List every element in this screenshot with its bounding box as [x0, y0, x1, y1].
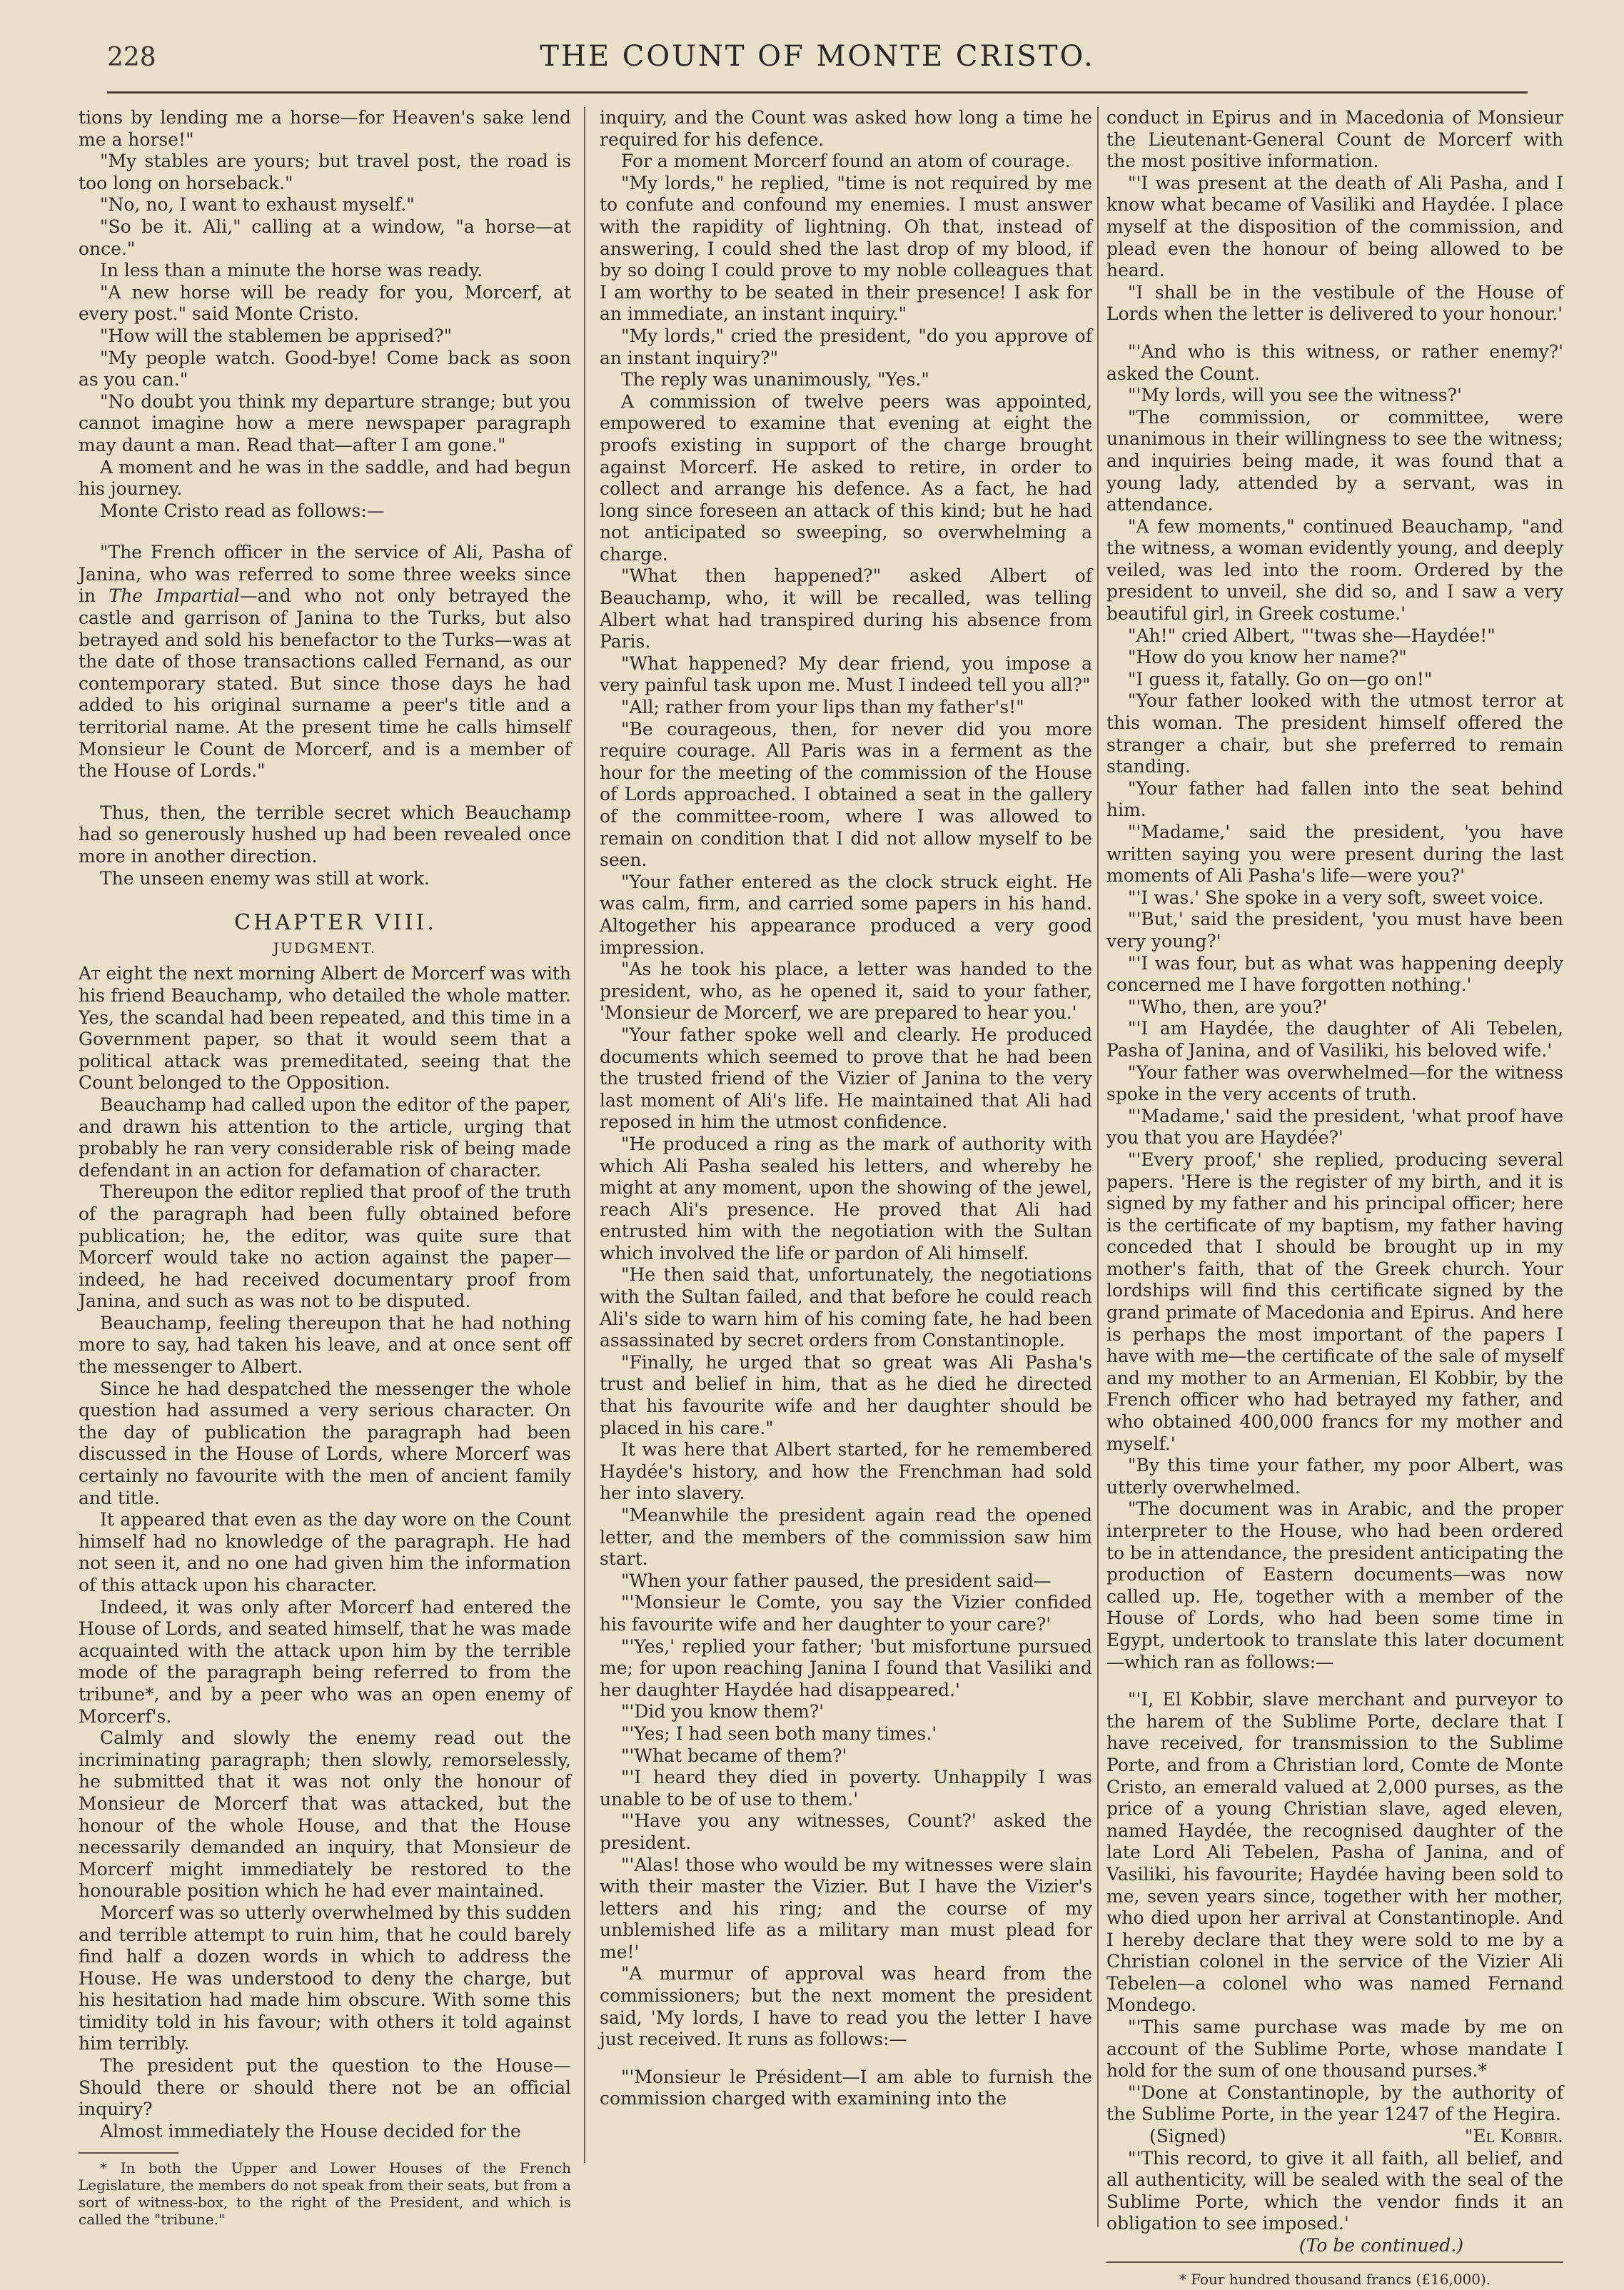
signature-line	[1106, 2126, 1563, 2148]
page-number: 228	[107, 43, 156, 72]
paragraph: "'My lords, will you see the witness?'	[1128, 385, 1462, 406]
paragraph: "All; rather from your lips than my father's!"	[621, 697, 1024, 718]
paragraph: "Meanwhile the president again read the opened letter, and the members of the commission saw him start.	[600, 1505, 1092, 1570]
paragraph: "No doubt you think my departure strange; but you cannot imagine how a mere newspaper paragraph may daunt a man. Read that—after I am gone."	[79, 390, 571, 455]
footnote: * Four hundred thousand francs (£16,000).	[1179, 2270, 1491, 2288]
paragraph: Thereupon the editor replied that proof of the truth of the paragraph had been fully obtained before publication; he, the editor, was quite sure that Morcerf would take no action against the paper—indeed, he had received documentary proof from Janina, and such as was not to be disputed.	[79, 1181, 571, 1312]
paragraph: "'Madame,' said the president, 'what proof have you that you are Haydée?'	[1106, 1105, 1563, 1149]
paragraph: A moment and he was in the saddle, and had begun his journey.	[79, 456, 571, 500]
paragraph: "What then happened?" asked Albert of Beauchamp, who, it will be recalled, was telling Albert what had transpired during his absence from Paris.	[600, 565, 1092, 652]
paragraph: "Your father spoke well and clearly. He produced documents which seemed to prove that he had been the trusted friend of the Vizier of Janina to the very last moment of Ali's life. He maintained that Ali had reposed in him the utmost confidence.	[600, 1024, 1092, 1133]
paragraph: "'Monsieur le Comte, you say the Vizier confided his favourite wife and her daughter to your care?'	[600, 1592, 1092, 1635]
page-header	[107, 37, 1528, 87]
footnote-rule	[79, 2152, 178, 2154]
paragraph: "I shall be in the vestibule of the House of Lords when the letter is delivered to your honour.'	[1106, 281, 1563, 325]
column-1	[79, 107, 571, 2229]
column-2	[600, 107, 1092, 2238]
paragraph: Morcerf was so utterly overwhelmed by this sudden and terrible attempt to ruin him, that he could barely find half a dozen words in which to address the House. He was understood to deny the charge, but his hesitation had made him obscure. With some this timidity told in his favour; with others it told against him terribly.	[79, 1902, 571, 2054]
paragraph: Almost immediately the House decided for the	[100, 2120, 521, 2142]
paragraph: At eight the next morning Albert de Morcerf was with his friend Beauchamp, who detailed the whole matter. Yes, the scandal had been repeated, and this time in a Government paper, so that it would seem that a political attack was premeditated, seeing that the Count belonged to the Opposition.	[79, 963, 571, 1094]
paragraph: Beauchamp had called upon the editor of the paper, and drawn his attention to the article, urging that probably he ran very considerable risk of being made defendant in an action for defamation of character.	[79, 1094, 571, 1181]
running-title: THE COUNT OF MONTE CRISTO.	[540, 40, 1095, 73]
paragraph: Since he had despatched the messenger the whole question had assumed a very serious character. On the day of publication the paragraph had been discussed in the House of Lords, where Morcerf was certainly no favourite with the men of ancient family and title.	[79, 1378, 571, 1508]
paragraph: Calmly and slowly the enemy read out the incriminating paragraph; then slowly, remorselessly, he submitted that it was not only the honour of Monsieur de Morcerf that was attacked, but the honour of the whole House, and that the House necessarily demanded an inquiry, that Monsieur de Morcerf might immediately be restored to the honourable position which he had ever maintained.	[79, 1727, 571, 1902]
paragraph: "Be courageous, then, for never did you more require courage. All Paris was in a ferment as the hour for the meeting of the commission of the House of Lords approached. I obtained a seat in the gallery of the committee-room, where I was allowed to remain on condition that I did not allow myself to be seen.	[600, 718, 1092, 871]
paragraph: Indeed, it was only after Morcerf had entered the House of Lords, and seated himself, that he was made acquainted with the attack upon him by the terrible mode of the paragraph being referred to from the tribune*, and by a peer who was an open enemy of Morcerf's.	[79, 1596, 571, 1727]
paragraph: In less than a minute the horse was ready.	[100, 260, 483, 281]
paragraph: "My lords," cried the president, "do you approve of an instant inquiry?"	[600, 325, 1092, 368]
paragraph: "'Who, then, are you?'	[1128, 996, 1328, 1017]
paragraph: Monte Cristo read as follows:—	[100, 500, 385, 521]
paragraph: conduct in Epirus and in Macedonia of Monsieur the Lieutenant-General Count de Morcerf with the most positive information.	[1106, 107, 1563, 172]
paragraph: "Finally, he urged that so great was Ali Pasha's trust and belief in him, that as he died he directed that his favourite wife and her daughter should be placed in his care."	[600, 1351, 1092, 1438]
paragraph: Beauchamp, feeling thereupon that he had nothing more to say, had taken his leave, and at once sent off the messenger to Albert.	[79, 1312, 571, 1378]
paragraph: "When your father paused, the president said—	[621, 1570, 1051, 1591]
paragraph: It appeared that even as the day wore on the Count himself had no knowledge of the paragraph. He had not seen it, and no one had given him the information of this attack upon his character.	[79, 1509, 571, 1595]
paragraph: "'But,' said the president, 'you must have been very young?'	[1106, 909, 1563, 952]
paragraph: "'And who is this witness, or rather enemy?' asked the Count.	[1106, 341, 1563, 384]
footnote: * In both the Upper and Lower Houses of the French Legislature, the members do not speak from their seats, but from a sort of witness-box, to the right of the President, and which is called the "tribune."	[79, 2159, 571, 2229]
paragraph: "The document was in Arabic, and the proper interpreter to the House, who had been ordered to be in attendance, the president anticipating the production of Eastern documents—was now called up. He, together with a member of the House of Lords, who had been some time in Egypt, undertook to translate this later document—which ran as follows:—	[1106, 1498, 1563, 1673]
paragraph: The unseen enemy was still at work.	[100, 867, 430, 889]
paragraph: For a moment Morcerf found an atom of courage.	[621, 151, 1071, 172]
paragraph: "My people watch. Good-bye! Come back as soon as you can."	[79, 347, 571, 390]
column-3	[1106, 107, 1563, 2288]
paragraph: "As he took his place, a letter was handed to the president, who, as he opened it, said to your father, 'Monsieur de Morcerf, we are prepared to hear you.'	[600, 959, 1092, 1024]
paragraph: "My stables are yours; but travel post, the road is too long on horseback."	[79, 151, 571, 193]
paragraph: "He then said that, unfortunately, the negotiations with the Sultan failed, and that before he could reach Ali's side to warn him of his coming fate, he had been assassinated by secret orders from Constantinople.	[600, 1264, 1092, 1351]
paragraph: "My lords," he replied, "time is not required by me to confute and confound my enemies. I must answer with the rapidity of lightning. Oh that, instead of answering, I could shed the last drop of my blood, if by so doing I could prove to my noble colleagues that I am worthy to be seated in their presence! I ask for an immediate, an instant inquiry."	[600, 172, 1092, 325]
paragraph: A commission of twelve peers was appointed, empowered to examine that evening at eight the proofs existing in support of the charge brought against Morcerf. He asked to retire, in order to collect and arrange his defence. As a fact, he had long since foreseen an attack of this kind; but he had not anticipated so sweeping, so overwhelming a charge.	[600, 390, 1092, 565]
paragraph: "How will the stablemen be apprised?"	[100, 325, 453, 346]
paragraph: "'Yes; I had seen both many times.'	[621, 1722, 937, 1744]
paragraph: "Your father had fallen into the seat behind him.	[1106, 777, 1563, 821]
paragraph: "I guess it, fatally. Go on—go on!"	[1128, 668, 1433, 690]
column-divider	[1097, 107, 1099, 2227]
paragraph: The reply was unanimously, "Yes."	[621, 369, 929, 390]
drop-word: At	[79, 963, 101, 984]
paragraph: "'Monsieur le Président—I am able to furnish the commission charged with examining into the	[600, 2066, 1092, 2109]
paragraph: tions by lending me a horse—for Heaven's sake lend me a horse!"	[79, 107, 571, 150]
paragraph: "A few moments," continued Beauchamp, "and the witness, a woman evidently young, and deeply veiled, was led into the room. Ordered by the president to unveil, she did so, and I saw a very beautiful girl, in Greek costume.'	[1106, 515, 1563, 625]
signed-label: (Signed)	[1149, 2126, 1226, 2147]
paragraph: Thus, then, the terrible secret which Beauchamp had so generously hushed up had been revealed once more in another direction.	[79, 802, 571, 867]
paragraph: inquiry, and the Count was asked how long a time he required for his defence.	[600, 107, 1092, 150]
paragraph: "'Have you any witnesses, Count?' asked the president.	[600, 1810, 1092, 1853]
paragraph: "'Did you know them?'	[621, 1701, 824, 1722]
column-divider	[584, 107, 585, 2163]
paragraph: "So be it. Ali," calling at a window, "a horse—at once."	[79, 216, 571, 259]
paragraph: "'This record, to give it all faith, all belief, and all authenticity, will be sealed with the seal of the Sublime Porte, which the vendor finds it an obligation to see imposed.'	[1106, 2147, 1563, 2234]
paragraph: "A new horse will be ready for you, Morcerf, at every post." said Monte Cristo.	[79, 281, 571, 325]
paragraph: "'I am Haydée, the daughter of Ali Tebelen, Pasha of Janina, and of Vasiliki, his beloved wife.'	[1106, 1018, 1563, 1061]
paragraph: "'Alas! those who would be my witnesses were slain with their master the Vizier. But I have the Vizier's letters and his ring; and the course of my unblemished life as a military man must plead for me!'	[600, 1854, 1092, 1962]
paragraph: "'What became of them?'	[621, 1745, 847, 1766]
paragraph: "No, no, I want to exhaust myself."	[100, 194, 415, 216]
to-be-continued: (To be continued.)	[1298, 2235, 1463, 2256]
signer-name: "El Kobbir.	[1464, 2126, 1563, 2147]
chapter-subtitle: JUDGMENT.	[273, 939, 377, 957]
paragraph: The president put the question to the House—Should there or should there not be an official inquiry?	[79, 2055, 571, 2120]
paragraph: "Your father was overwhelmed—for the witness spoke in the very accents of truth.	[1106, 1061, 1563, 1105]
paragraph: "By this time your father, my poor Albert, was utterly overwhelmed.	[1106, 1455, 1563, 1498]
paragraph: It was here that Albert started, for he remembered Haydée's history, and how the Frenchman had sold her into slavery.	[600, 1439, 1092, 1504]
newspaper-title: The Impartial	[109, 585, 240, 607]
paragraph: "'I was.' She spoke in a very soft, sweet voice.	[1128, 887, 1544, 908]
header-rule	[107, 91, 1528, 94]
paragraph: "The commission, or committee, were unanimous in their willingness to see the witness; and inquiries being made, it was found that a young lady, attended by a servant, was in attendance.	[1106, 406, 1563, 515]
paragraph: "He produced a ring as the mark of authority with which Ali Pasha sealed his letters, and whereby he might at any moment, upon the showing of the jewel, reach Ali's presence. He proved that Ali had entrusted him with the negotiation with the Sultan which involved the life or pardon of Ali himself.	[600, 1133, 1092, 1263]
paragraph: "'I was four, but as what was happening deeply concerned me I have forgotten nothing.'	[1106, 952, 1563, 996]
paragraph: "'This same purchase was made by me on account of the Sublime Porte, whose mandate I hold for the sum of one thousand purses.*	[1106, 2017, 1563, 2082]
paragraph: "Your father entered as the clock struck eight. He was calm, firm, and carried some papers in his hand. Altogether his appearance produced a very good impression.	[600, 871, 1092, 958]
paragraph: "'I, El Kobbir, slave merchant and purveyor to the harem of the Sublime Porte, declare that I have received, for transmission to the Sublime Porte, and from a Christian lord, Comte de Monte Cristo, an emerald valued at 2,000 purses, as the price of a young Christian slave, aged eleven, named Haydée, the recognised daughter of the late Lord Ali Tebelen, Pasha of Janina, and of Vasiliki, his favourite; Haydée having been sold to me, seven years since, together with her mother, who died upon her arrival at Constantinople. And I hereby declare that they were sold to me by a Christian colonel in the service of the Vizier Ali Tebelen—a colonel who was named Fernand Mondego.	[1106, 1689, 1563, 2016]
paragraph: "'Done at Constantinople, by the authority of the Sublime Porte, in the year 1247 of the Hegira.	[1106, 2082, 1563, 2125]
paragraph: "'I was present at the death of Ali Pasha, and I know what became of Vasiliki and Haydée. I place myself at the disposition of the commission, and plead even the honour of being allowed to be heard.	[1106, 172, 1563, 281]
chapter-title: CHAPTER VIII.	[234, 910, 437, 936]
paragraph: "How do you know her name?"	[1128, 647, 1407, 668]
paragraph: "'Madame,' said the president, 'you have written saying you were present during the last moments of Ali Pasha's life—were you?'	[1106, 822, 1563, 887]
paragraph: "What happened? My dear friend, you impose a very painful task upon me. Must I indeed tell you all?"	[600, 652, 1092, 696]
paragraph: "'Every proof,' she replied, producing several papers. 'Here is the register of my birth, and it is signed by my father and his principal officer; here is the certificate of my baptism, my father having conceded that I should be brought up in my mother's faith, that of the Greek church. Your lordships will find this certificate signed by the grand primate of Macedonia and Epirus. And here is perhaps the most important of the papers I have with me—the certificate of the sale of myself and my mother to an Armenian, El Kobbir, by the French officer who had betrayed my father, and who obtained 400,000 francs for my mother and myself.'	[1106, 1149, 1563, 1454]
paragraph: "'Yes,' replied your father; 'but misfortune pursued me; for upon reaching Janina I found that Vasiliki and her daughter Haydée had disappeared.'	[600, 1635, 1092, 1700]
paragraph: "A murmur of approval was heard from the commissioners; but the next moment the president said, 'My lords, I have to read you the letter I have just received. It runs as follows:—	[600, 1963, 1092, 2050]
paragraph: "Ah!" cried Albert, "'twas she—Haydée!"	[1128, 625, 1496, 646]
paragraph: "'I heard they died in poverty. Unhappily I was unable to be of use to them.'	[600, 1767, 1092, 1810]
paragraph: "Your father looked with the utmost terror at this woman. The president himself offered the stranger a chair, but she preferred to remain standing.	[1106, 690, 1563, 777]
quoted-paragraph: "The French officer in the service of Ali, Pasha of Janina, who was referred to some three weeks since in The Impartial—and who not only betrayed the castle and garrison of Janina to the Turks, but also betrayed and sold his benefactor to the Turks—was at the date of those transactions called Fernand, as our contemporary stated. But since those days he had added to his original surname a peer's title and a territorial name. At the present time he calls himself Monsieur le Count de Morcerf, and is a member of the House of Lords."	[79, 542, 571, 782]
